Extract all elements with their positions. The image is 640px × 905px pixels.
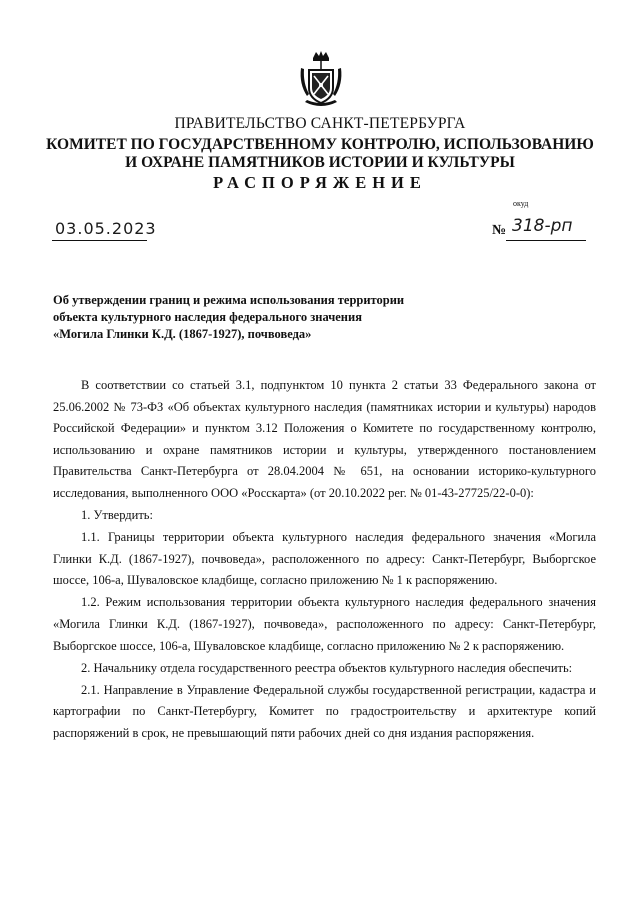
- subject-line1: Об утверждении границ и режима использования территории: [53, 293, 405, 307]
- document-number: 318-рп: [512, 216, 573, 236]
- subject-line2: объекта культурного наследия федерального значения: [53, 310, 362, 324]
- date-underline: [52, 240, 147, 241]
- document-date: 03.05.2023: [55, 219, 157, 238]
- clause-2: 2. Начальнику отдела государственного реестра объектов культурного наследия обеспечить:: [81, 660, 573, 675]
- document-subject: [53, 292, 433, 343]
- document-body: [53, 375, 596, 745]
- number-label: №: [492, 223, 507, 238]
- clause-1-1: 1.1. Границы территории объекта культурного наследия федерального значения «Могила Глинки К.Д. (1867-1927), почвоведа», расположенного по адресу: Санкт-Петербург, Выборгское шоссе, 106-а, Шуваловское кладбище, согласно приложению № 1 к распоряжению.: [53, 530, 596, 588]
- committee-title-line1: КОМИТЕТ ПО ГОСУДАРСТВЕННОМУ КОНТРОЛЮ, ИСПОЛЬЗОВАНИЮ: [46, 136, 594, 153]
- committee-title: [0, 136, 640, 172]
- government-title: ПРАВИТЕЛЬСТВО САНКТ-ПЕТЕРБУРГА: [174, 115, 466, 132]
- number-underline: [506, 240, 586, 241]
- coat-of-arms-icon: [297, 50, 345, 110]
- preamble-paragraph: В соответствии со статьей 3.1, подпунктом 10 пункта 2 статьи 33 Федерального закона от 25.06.2002 № 73-ФЗ «Об объектах культурного наследия (памятниках истории и культуры) народов Российской Федерации» и пунктом 3.12 Положения о Комитете по государственному контролю, использованию и охране памятников истории и культуры, утвержденного постановлением Правительства Санкт-Петербурга от 28.04.2004 № 651, на основании историко-культурного исследования, выполненного ООО «Росскарта» (от 20.10.2022 рег. № 01-43-27725/22-0-0):: [53, 378, 596, 500]
- committee-title-line2: И ОХРАНЕ ПАМЯТНИКОВ ИСТОРИИ И КУЛЬТУРЫ: [125, 154, 515, 171]
- okud-label: окуд: [513, 199, 529, 208]
- subject-line3: «Могила Глинки К.Д. (1867-1927), почвоведа»: [53, 327, 312, 341]
- document-type: РАСПОРЯЖЕНИЕ: [213, 173, 427, 192]
- clause-1-2: 1.2. Режим использования территории объекта культурного наследия федерального значения «Могила Глинки К.Д. (1867-1927), почвоведа», расположенного по адресу: Санкт-Петербург, Выборгское шоссе, 106-а, Шуваловское кладбище, согласно приложению № 2 к распоряжению.: [53, 595, 596, 653]
- clause-2-1: 2.1. Направление в Управление Федеральной службы государственной регистрации, кадастра и картографии по Санкт-Петербургу, Комитет по градостроительству и архитектуре копий распоряжений в срок, не превышающий пяти рабочих дней со дня издания распоряжения.: [53, 682, 596, 740]
- clause-1: 1. Утвердить:: [81, 508, 153, 523]
